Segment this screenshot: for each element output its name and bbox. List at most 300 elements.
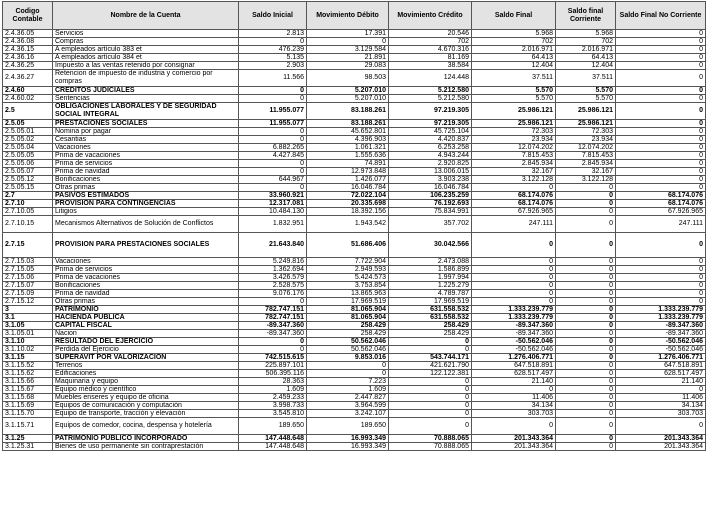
table-row [3, 128, 706, 136]
cell-nombre: HACIENDA PUBLICA [53, 314, 239, 322]
cell-saldo-inicial: 0 [239, 38, 307, 46]
table-row [3, 87, 706, 95]
cell-saldo-final: 0 [472, 386, 556, 394]
cell-mov-credito: 4.420.837 [389, 136, 472, 144]
cell-mov-debito: 17.969.519 [307, 298, 389, 306]
cell-mov-debito: 4.396.903 [307, 136, 389, 144]
cell-saldo-no-corriente: 0 [616, 282, 706, 290]
cell-saldo-corriente: 0 [556, 370, 616, 378]
cell-saldo-corriente: 2.845.934 [556, 160, 616, 168]
cell-mov-credito: 75.834.991 [389, 208, 472, 216]
cell-codigo: 2.7 [3, 192, 53, 200]
cell-saldo-no-corriente: 11.406 [616, 394, 706, 402]
cell-saldo-corriente: 0 [556, 298, 616, 306]
cell-nombre: PROVISION PARA PRESTACIONES SOCIALES [53, 233, 239, 258]
cell-saldo-final: 0 [472, 184, 556, 192]
cell-codigo: 2.7.15.09 [3, 290, 53, 298]
cell-saldo-inicial: 3.545.810 [239, 410, 307, 418]
cell-saldo-no-corriente: 0 [616, 258, 706, 266]
cell-saldo-no-corriente: 247.111 [616, 216, 706, 233]
cell-saldo-corriente: 0 [556, 290, 616, 298]
col-header-codigo: Codigo Contable [3, 2, 53, 30]
cell-saldo-corriente: 0 [556, 200, 616, 208]
cell-saldo-no-corriente: 0 [616, 38, 706, 46]
cell-saldo-final: 0 [472, 290, 556, 298]
cell-mov-credito: 258.429 [389, 330, 472, 338]
cell-mov-credito: 3.903.238 [389, 176, 472, 184]
cell-mov-debito: 29.083 [307, 62, 389, 70]
cell-codigo: 2.7.15.03 [3, 258, 53, 266]
cell-mov-credito: 357.702 [389, 216, 472, 233]
cell-saldo-final: 67.926.965 [472, 208, 556, 216]
cell-nombre: Otras primas [53, 298, 239, 306]
cell-saldo-inicial: 225.897.101 [239, 362, 307, 370]
table-row [3, 54, 706, 62]
cell-nombre: RESULTADO DEL EJERCICIO [53, 338, 239, 346]
cell-nombre: A empleados artículo 384 et [53, 54, 239, 62]
cell-saldo-corriente: 0 [556, 435, 616, 443]
table-row [3, 216, 706, 233]
table-header [3, 2, 706, 30]
cell-saldo-inicial: 1.362.694 [239, 266, 307, 274]
cell-nombre: PATRIMONIO [53, 306, 239, 314]
cell-mov-debito: 0 [307, 370, 389, 378]
cell-mov-credito: 6.253.258 [389, 144, 472, 152]
cell-mov-debito: 189.650 [307, 418, 389, 435]
cell-mov-debito: 18.392.156 [307, 208, 389, 216]
cell-saldo-inicial: 0 [239, 87, 307, 95]
cell-nombre: SUPERAVIT POR VALORIZACION [53, 354, 239, 362]
cell-codigo: 2.5.05.02 [3, 136, 53, 144]
cell-saldo-inicial: 0 [239, 338, 307, 346]
cell-saldo-no-corriente: 0 [616, 168, 706, 176]
cell-nombre: A empleados artículo 383 et [53, 46, 239, 54]
cell-mov-credito: 0 [389, 346, 472, 354]
cell-saldo-no-corriente: 0 [616, 136, 706, 144]
cell-saldo-inicial: 12.317.081 [239, 200, 307, 208]
cell-mov-credito: 631.558.532 [389, 314, 472, 322]
cell-saldo-final: 0 [472, 258, 556, 266]
table-row [3, 378, 706, 386]
table-row [3, 30, 706, 38]
cell-saldo-inicial: 2.459.233 [239, 394, 307, 402]
cell-saldo-final: 1.333.239.779 [472, 306, 556, 314]
cell-mov-debito: 5.424.573 [307, 274, 389, 282]
cell-nombre: Prima de servicios [53, 160, 239, 168]
cell-codigo: 2.4.36.05 [3, 30, 53, 38]
table-row [3, 410, 706, 418]
cell-saldo-corriente: 12.404 [556, 62, 616, 70]
cell-saldo-corriente: 0 [556, 208, 616, 216]
cell-codigo: 2.5.05.12 [3, 176, 53, 184]
cell-mov-credito: 1.586.899 [389, 266, 472, 274]
cell-saldo-corriente: 0 [556, 314, 616, 322]
cell-saldo-inicial: 21.643.840 [239, 233, 307, 258]
table-row [3, 394, 706, 402]
table-row [3, 418, 706, 435]
cell-saldo-no-corriente: 0 [616, 95, 706, 103]
cell-codigo: 2.5 [3, 103, 53, 120]
cell-mov-debito: 7.223 [307, 378, 389, 386]
cell-codigo: 2.5.05.07 [3, 168, 53, 176]
table-row [3, 95, 706, 103]
table-row [3, 208, 706, 216]
cell-saldo-no-corriente: 628.517.497 [616, 370, 706, 378]
cell-saldo-corriente: 0 [556, 274, 616, 282]
cell-saldo-final: 201.343.364 [472, 443, 556, 451]
table-row [3, 386, 706, 394]
table-row [3, 184, 706, 192]
balance-table [2, 1, 706, 451]
cell-saldo-no-corriente: 1.276.406.771 [616, 354, 706, 362]
cell-mov-credito: 81.169 [389, 54, 472, 62]
cell-saldo-corriente: 25.986.121 [556, 120, 616, 128]
table-row [3, 144, 706, 152]
cell-codigo: 3.1.15.68 [3, 394, 53, 402]
cell-nombre: Equipo médico y científico [53, 386, 239, 394]
cell-mov-debito: 2.949.593 [307, 266, 389, 274]
cell-mov-debito: 1.061.321 [307, 144, 389, 152]
cell-saldo-final: -89.347.360 [472, 322, 556, 330]
cell-mov-debito: 3.129.584 [307, 46, 389, 54]
cell-codigo: 2.7.15.07 [3, 282, 53, 290]
cell-codigo: 3.1.10 [3, 338, 53, 346]
cell-saldo-corriente: 0 [556, 410, 616, 418]
cell-mov-credito: 421.621.790 [389, 362, 472, 370]
cell-codigo: 3.1.05.01 [3, 330, 53, 338]
cell-saldo-no-corriente: -50.562.046 [616, 338, 706, 346]
table-row [3, 152, 706, 160]
cell-mov-debito: 16.993.349 [307, 435, 389, 443]
cell-codigo: 2.5.05.04 [3, 144, 53, 152]
cell-saldo-final: 1.276.406.771 [472, 354, 556, 362]
cell-codigo: 2.4.36.15 [3, 46, 53, 54]
cell-saldo-corriente: 3.122.128 [556, 176, 616, 184]
cell-codigo: 2.5.05.01 [3, 128, 53, 136]
cell-saldo-corriente: 0 [556, 192, 616, 200]
cell-saldo-no-corriente: 0 [616, 128, 706, 136]
cell-saldo-corriente: 0 [556, 322, 616, 330]
cell-saldo-no-corriente: 21.140 [616, 378, 706, 386]
cell-codigo: 2.4.60 [3, 87, 53, 95]
cell-mov-debito: 45.652.801 [307, 128, 389, 136]
cell-saldo-corriente: 702 [556, 38, 616, 46]
table-row [3, 176, 706, 184]
cell-saldo-final: 3.122.128 [472, 176, 556, 184]
cell-saldo-corriente: 0 [556, 306, 616, 314]
cell-mov-credito: 2.920.825 [389, 160, 472, 168]
cell-mov-credito: 631.558.532 [389, 306, 472, 314]
cell-saldo-final: -50.562.046 [472, 346, 556, 354]
cell-saldo-corriente: 72.303 [556, 128, 616, 136]
table-row [3, 160, 706, 168]
cell-mov-credito: 76.192.693 [389, 200, 472, 208]
cell-saldo-no-corriente: 68.174.076 [616, 192, 706, 200]
cell-saldo-corriente: 37.511 [556, 70, 616, 87]
col-header-nombre: Nombre de la Cuenta [53, 2, 239, 30]
cell-saldo-inicial: 0 [239, 95, 307, 103]
cell-mov-debito: 16.046.784 [307, 184, 389, 192]
cell-saldo-corriente: 2.016.971 [556, 46, 616, 54]
cell-mov-debito: 21.891 [307, 54, 389, 62]
cell-saldo-no-corriente: 0 [616, 266, 706, 274]
cell-saldo-corriente: 64.413 [556, 54, 616, 62]
cell-mov-debito: 0 [307, 362, 389, 370]
cell-nombre: Nacion [53, 330, 239, 338]
cell-codigo: 2.4.36.08 [3, 38, 53, 46]
cell-saldo-inicial: 3.426.579 [239, 274, 307, 282]
cell-saldo-final: 702 [472, 38, 556, 46]
cell-saldo-no-corriente: 0 [616, 290, 706, 298]
cell-saldo-corriente: 0 [556, 184, 616, 192]
cell-mov-debito: 51.686.406 [307, 233, 389, 258]
cell-nombre: Terrenos [53, 362, 239, 370]
table-row [3, 200, 706, 208]
cell-saldo-inicial: 0 [239, 184, 307, 192]
cell-saldo-corriente: 0 [556, 266, 616, 274]
cell-saldo-no-corriente: 0 [616, 144, 706, 152]
cell-saldo-no-corriente: 0 [616, 176, 706, 184]
cell-saldo-inicial: 1.609 [239, 386, 307, 394]
cell-saldo-corriente: 0 [556, 443, 616, 451]
cell-saldo-final: 37.511 [472, 70, 556, 87]
cell-saldo-inicial: 782.747.151 [239, 306, 307, 314]
cell-mov-credito: 4.670.316 [389, 46, 472, 54]
cell-saldo-corriente: 0 [556, 282, 616, 290]
cell-saldo-no-corriente: 0 [616, 386, 706, 394]
cell-nombre: Bonificaciones [53, 282, 239, 290]
cell-saldo-final: 1.333.239.779 [472, 314, 556, 322]
cell-saldo-final: 32.167 [472, 168, 556, 176]
cell-mov-credito: 30.042.566 [389, 233, 472, 258]
cell-saldo-final: 25.986.121 [472, 103, 556, 120]
cell-nombre: Cesantias [53, 136, 239, 144]
cell-nombre: Retencion de impuesto de industria y comercio por compras [53, 70, 239, 87]
cell-saldo-final: 303.703 [472, 410, 556, 418]
cell-nombre: Bienes de uso permanente sin contraprestación [53, 443, 239, 451]
cell-saldo-final: 0 [472, 233, 556, 258]
cell-saldo-final: 0 [472, 282, 556, 290]
table-row [3, 402, 706, 410]
cell-mov-credito: 0 [389, 410, 472, 418]
table-row [3, 290, 706, 298]
cell-saldo-final: 23.934 [472, 136, 556, 144]
cell-saldo-no-corriente: 0 [616, 103, 706, 120]
cell-saldo-corriente: 0 [556, 216, 616, 233]
cell-saldo-no-corriente: 68.174.076 [616, 200, 706, 208]
cell-mov-credito: 38.584 [389, 62, 472, 70]
cell-saldo-inicial: 11.955.077 [239, 120, 307, 128]
cell-saldo-inicial: 0 [239, 168, 307, 176]
cell-codigo: 2.4.36.16 [3, 54, 53, 62]
cell-nombre: CAPITAL FISCAL [53, 322, 239, 330]
cell-codigo: 2.7.15.12 [3, 298, 53, 306]
cell-saldo-final: 201.343.364 [472, 435, 556, 443]
cell-mov-credito: 0 [389, 378, 472, 386]
cell-mov-credito: 0 [389, 386, 472, 394]
cell-nombre: Equipos de comedor, cocina, despensa y hotelería [53, 418, 239, 435]
cell-mov-credito: 2.473.088 [389, 258, 472, 266]
cell-mov-debito: 0 [307, 38, 389, 46]
cell-nombre: Equipo de transporte, tracción y elevación [53, 410, 239, 418]
cell-mov-debito: 3.964.599 [307, 402, 389, 410]
cell-mov-credito: 70.888.065 [389, 443, 472, 451]
cell-mov-debito: 3.242.107 [307, 410, 389, 418]
cell-saldo-inicial: 147.448.648 [239, 443, 307, 451]
table-row [3, 168, 706, 176]
cell-mov-credito: 17.969.519 [389, 298, 472, 306]
cell-saldo-no-corriente: 0 [616, 54, 706, 62]
table-row [3, 258, 706, 266]
cell-mov-debito: 16.993.349 [307, 443, 389, 451]
cell-codigo: 3.1 [3, 314, 53, 322]
table-row [3, 443, 706, 451]
cell-saldo-corriente: 0 [556, 394, 616, 402]
cell-saldo-final: 5.570 [472, 87, 556, 95]
cell-codigo: 3.1.25.31 [3, 443, 53, 451]
cell-mov-debito: 50.562.046 [307, 346, 389, 354]
cell-nombre: Impuesto a las ventas retenido por consignar [53, 62, 239, 70]
cell-saldo-corriente: 12.074.202 [556, 144, 616, 152]
cell-mov-credito: 97.219.305 [389, 120, 472, 128]
cell-codigo: 2.5.05.06 [3, 160, 53, 168]
cell-saldo-final: 11.406 [472, 394, 556, 402]
cell-saldo-no-corriente: 67.926.965 [616, 208, 706, 216]
table-row [3, 46, 706, 54]
cell-saldo-final: 5.968 [472, 30, 556, 38]
table-row [3, 362, 706, 370]
cell-nombre: CREDITOS JUDICIALES [53, 87, 239, 95]
col-header-mov-credito: Movimiento Crédito [389, 2, 472, 30]
cell-mov-debito: 1.943.542 [307, 216, 389, 233]
cell-nombre: Vacaciones [53, 258, 239, 266]
col-header-saldo-inicial: Saldo Inicial [239, 2, 307, 30]
cell-mov-debito: 1.555.636 [307, 152, 389, 160]
cell-saldo-no-corriente: 0 [616, 152, 706, 160]
cell-nombre: Prima de servicios [53, 266, 239, 274]
table-row [3, 136, 706, 144]
cell-saldo-no-corriente: 0 [616, 274, 706, 282]
cell-saldo-no-corriente: 0 [616, 418, 706, 435]
cell-saldo-corriente: 5.968 [556, 30, 616, 38]
cell-codigo: 3.1.15.52 [3, 362, 53, 370]
table-row [3, 354, 706, 362]
cell-saldo-final: 68.174.076 [472, 200, 556, 208]
cell-codigo: 2.7.10.15 [3, 216, 53, 233]
table-row [3, 266, 706, 274]
cell-mov-credito: 4.789.787 [389, 290, 472, 298]
cell-saldo-corriente: 0 [556, 354, 616, 362]
cell-saldo-no-corriente: 0 [616, 298, 706, 306]
cell-saldo-no-corriente: -89.347.360 [616, 330, 706, 338]
cell-saldo-corriente: 25.986.121 [556, 103, 616, 120]
cell-codigo: 3.1.15.66 [3, 378, 53, 386]
cell-saldo-inicial: 5.135 [239, 54, 307, 62]
cell-nombre: Equipos de comunicación y computación [53, 402, 239, 410]
cell-saldo-no-corriente: 0 [616, 184, 706, 192]
table-row [3, 282, 706, 290]
cell-mov-credito: 5.212.580 [389, 87, 472, 95]
cell-mov-debito: 1.609 [307, 386, 389, 394]
cell-mov-credito: 106.235.259 [389, 192, 472, 200]
table-row [3, 120, 706, 128]
cell-mov-debito: 17.391 [307, 30, 389, 38]
cell-saldo-inicial: 644.967 [239, 176, 307, 184]
cell-mov-debito: 83.188.261 [307, 120, 389, 128]
cell-saldo-no-corriente: 303.703 [616, 410, 706, 418]
cell-saldo-final: 2.016.971 [472, 46, 556, 54]
col-header-saldo-final: Saldo Final [472, 2, 556, 30]
cell-codigo: 2.4.36.25 [3, 62, 53, 70]
cell-saldo-corriente: 0 [556, 258, 616, 266]
table-row [3, 330, 706, 338]
cell-mov-credito: 45.725.104 [389, 128, 472, 136]
cell-nombre: Maquinaria y equipo [53, 378, 239, 386]
cell-codigo: 2.4.36.27 [3, 70, 53, 87]
cell-saldo-corriente: 0 [556, 378, 616, 386]
cell-mov-debito: 50.562.046 [307, 338, 389, 346]
cell-nombre: Vacaciones [53, 144, 239, 152]
cell-saldo-inicial: 0 [239, 346, 307, 354]
cell-saldo-corriente: 5.570 [556, 87, 616, 95]
table-row [3, 314, 706, 322]
cell-mov-debito: 2.447.827 [307, 394, 389, 402]
cell-saldo-inicial: 4.427.845 [239, 152, 307, 160]
cell-mov-debito: 20.335.698 [307, 200, 389, 208]
cell-mov-debito: 258.429 [307, 322, 389, 330]
col-header-saldo-no-corriente: Saldo Final No Corriente [616, 2, 706, 30]
cell-mov-credito: 0 [389, 338, 472, 346]
cell-mov-credito: 20.546 [389, 30, 472, 38]
cell-nombre: Prima de vacaciones [53, 152, 239, 160]
cell-nombre: PROVISION PARA CONTINGENCIAS [53, 200, 239, 208]
cell-saldo-final: 0 [472, 266, 556, 274]
cell-mov-credito: 0 [389, 394, 472, 402]
cell-mov-credito: 543.744.171 [389, 354, 472, 362]
cell-saldo-no-corriente: 0 [616, 46, 706, 54]
cell-codigo: 2.7.15.06 [3, 274, 53, 282]
cell-saldo-corriente: 0 [556, 233, 616, 258]
cell-saldo-no-corriente: 1.333.239.779 [616, 306, 706, 314]
cell-saldo-inicial: 1.832.951 [239, 216, 307, 233]
cell-mov-debito: 81.065.904 [307, 306, 389, 314]
cell-mov-debito: 81.065.904 [307, 314, 389, 322]
cell-saldo-no-corriente: 0 [616, 120, 706, 128]
cell-codigo: 2.5.05.05 [3, 152, 53, 160]
table-row [3, 192, 706, 200]
cell-codigo: 3.1.15.71 [3, 418, 53, 435]
cell-saldo-inicial: 189.650 [239, 418, 307, 435]
cell-saldo-inicial: 10.484.130 [239, 208, 307, 216]
cell-nombre: PASIVOS ESTIMADOS [53, 192, 239, 200]
cell-codigo: 2.7.10 [3, 200, 53, 208]
cell-saldo-final: 21.140 [472, 378, 556, 386]
cell-nombre: Servicios [53, 30, 239, 38]
cell-saldo-corriente: 7.815.453 [556, 152, 616, 160]
cell-saldo-inicial: 33.960.921 [239, 192, 307, 200]
cell-saldo-inicial: 476.239 [239, 46, 307, 54]
cell-mov-credito: 70.888.065 [389, 435, 472, 443]
cell-mov-credito: 5.212.580 [389, 95, 472, 103]
cell-saldo-inicial: -89.347.360 [239, 330, 307, 338]
cell-saldo-inicial: 147.448.648 [239, 435, 307, 443]
cell-mov-debito: 98.503 [307, 70, 389, 87]
cell-saldo-inicial: 0 [239, 298, 307, 306]
cell-codigo: 2.7.10.05 [3, 208, 53, 216]
cell-mov-debito: 72.022.104 [307, 192, 389, 200]
cell-mov-debito: 83.188.261 [307, 103, 389, 120]
cell-codigo: 2.4.60.02 [3, 95, 53, 103]
